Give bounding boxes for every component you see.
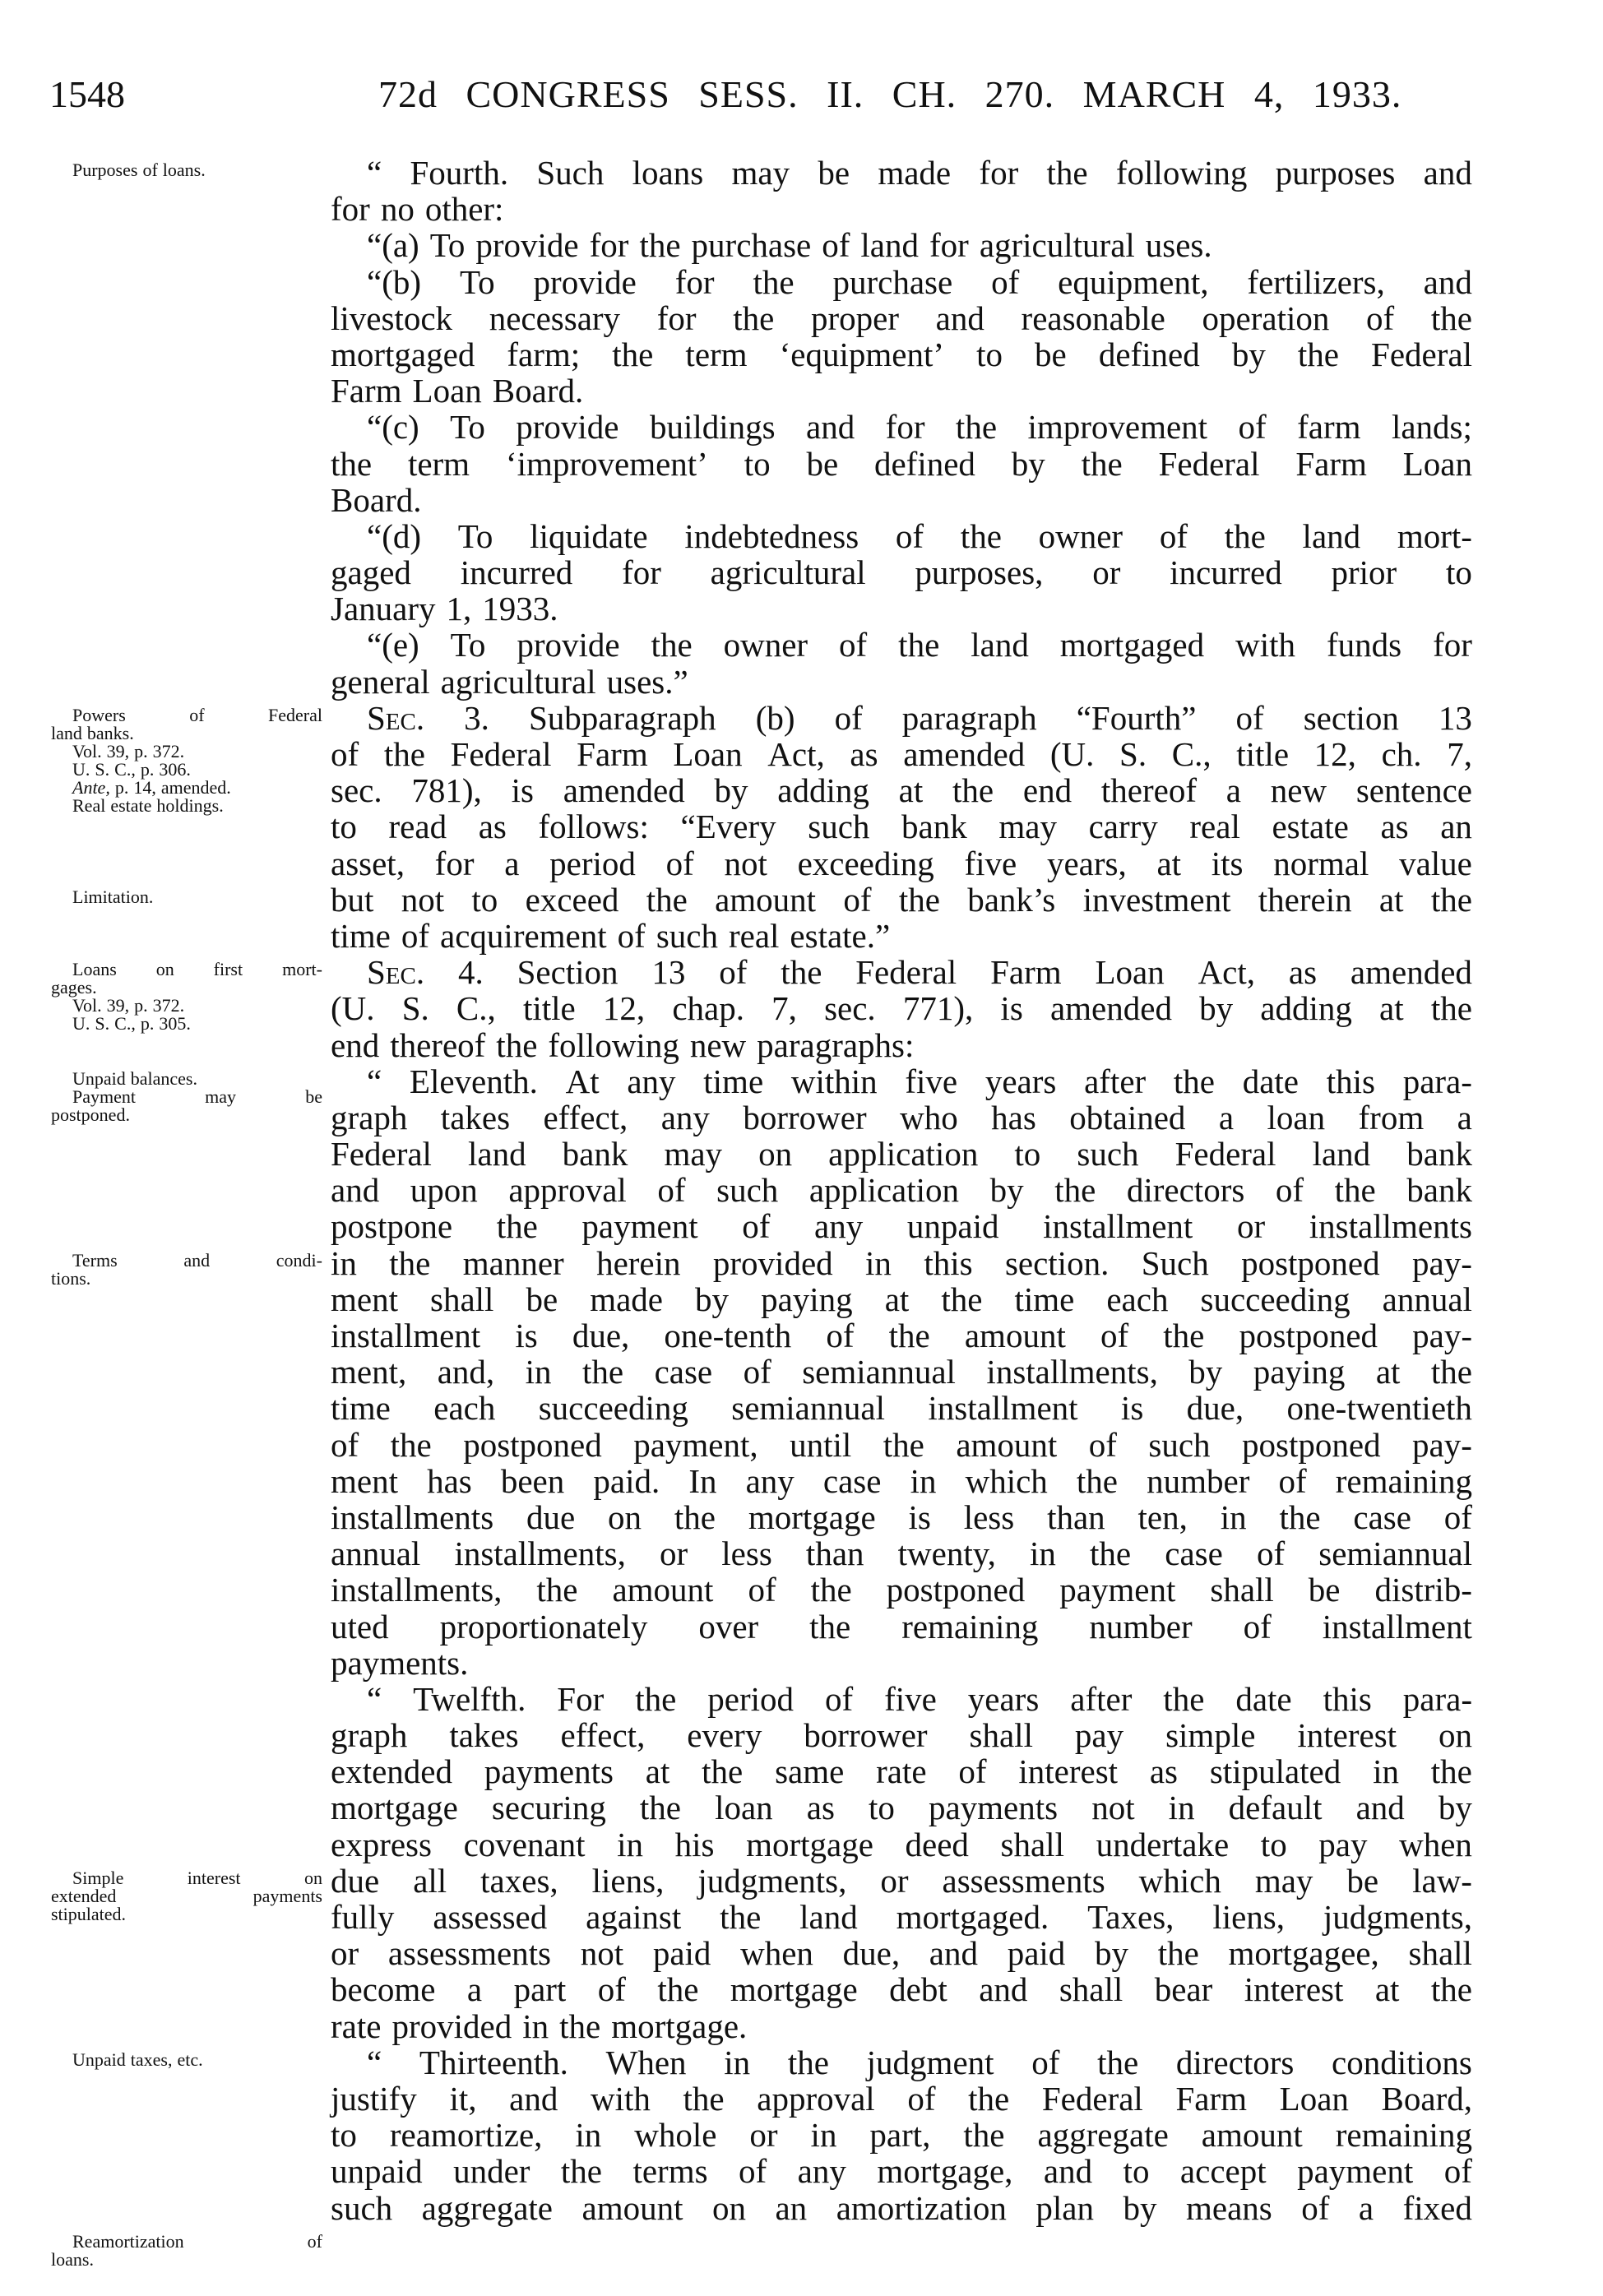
margin-note-line: stipulated. [51,1904,127,1925]
margin-note-line: Unpaid taxes, etc. [72,2049,203,2071]
body-line: but not to exceed the amount of the bank’s investment therein at the [331,880,1472,919]
margin-note-line: land banks. [51,723,134,743]
margin-note-line: U. S. C., p. 306. [72,759,191,780]
body-line: installments, the amount of the postponed payment shall be distrib- [331,1571,1472,1609]
body-line: “(c) To provide buildings and for the improvement of farm lands; [367,408,1472,447]
body-line: Federal land bank may on application to such Federal land bank [331,1135,1472,1173]
body-line: rate provided in the mortgage. [331,2007,748,2045]
body-line: graph takes effect, any borrower who has obtained a loan from a [331,1098,1472,1136]
body-line: installment is due, one-tenth of the amount of the postponed pay- [331,1317,1472,1354]
body-line: fully assessed against the land mortgaged. Taxes, liens, judgments, [331,1898,1472,1936]
body-line: “ Fourth. Such loans may be made for the following purposes and [367,154,1472,192]
running-head: 72d CONGRESS SESS. II. CH. 270. MARCH 4, 1933. [378,73,1402,115]
body-line: to read as follows: “Every such bank may carry real estate as an [331,808,1472,846]
body-line: in the manner herein provided in this section. Such postponed pay- [331,1243,1472,1282]
body-line: and upon approval of such application by the directors of the bank [331,1171,1472,1210]
body-line: “(a) To provide for the purchase of land for agricultural uses. [367,226,1212,265]
margin-note-powers-of-federal-land-banks [51,706,322,815]
margin-note-line: gages. [51,977,97,998]
margin-note-limitation [51,888,322,906]
margin-note-line: postponed. [51,1104,130,1125]
body-line: of the Federal Farm Loan Act, as amended (U. S. C., title 12, ch. 7, [331,735,1472,773]
body-line: Board. [331,480,422,519]
body-line: justify it, and with the approval of the Federal Farm Loan Board, [331,2079,1472,2118]
body-line: graph takes effect, every borrower shall pay simple interest on [331,1716,1472,1755]
body-line: sec. 781), is amended by adding at the end thereof a new sentence [331,771,1472,810]
margin-note-unpaid-balances [51,1070,322,1124]
margin-note-line: Powers of Federal [72,705,322,725]
margin-note-reamortization-of-loans [51,2233,322,2269]
margin-note-simple-interest [51,1869,322,1923]
body-line: ment shall be made by paying at the time each succeeding annual [331,1280,1472,1318]
page-number: 1548 [49,73,125,115]
body-line: “ Twelfth. For the period of five years after the date this para- [367,1679,1472,1718]
margin-note-line: Vol. 39, p. 372. [72,995,185,1016]
body-line: of the postponed payment, until the amount of such postponed pay- [331,1425,1472,1464]
body-line: time each succeeding semiannual installment is due, one-twentieth [331,1389,1472,1428]
body-line: for no other: [331,190,504,229]
body-line: end thereof the following new paragraphs: [331,1025,915,1064]
margin-note-line: Ante, p. 14, amended. [72,777,231,798]
body-line: ment, and, in the case of semiannual installments, by paying at the [331,1353,1472,1391]
body-line: become a part of the mortgage debt and shall bear interest at the [331,1970,1472,2009]
body-line: due all taxes, liens, judgments, or assessments which may be law- [331,1861,1472,1900]
body-line: extended payments at the same rate of interest as stipulated in the [331,1752,1472,1791]
margin-note-line: Purposes of loans. [72,160,206,180]
body-line: “(b) To provide for the purchase of equipment, fertilizers, and [367,262,1472,301]
margin-note-line: U. S. C., p. 305. [72,1013,191,1035]
body-line: (U. S. C., title 12, chap. 7, sec. 771), is amended by adding at the [331,989,1472,1028]
body-line: or assessments not paid when due, and paid by the mortgagee, shall [331,1934,1472,1973]
body-line: installments due on the mortgage is less than ten, in the case of [331,1497,1472,1536]
body-line: gaged incurred for agricultural purposes, or incurred prior to [331,553,1472,592]
body-line: time of acquirement of such real estate.” [331,916,891,955]
body-line: asset, for a period of not exceeding five years, at its normal value [331,844,1472,882]
margin-note-line: Simple interest on [72,1868,322,1889]
body-line: ment has been paid. In any case in which the number of remaining [331,1461,1472,1500]
body-line: unpaid under the terms of any mortgage, and to accept payment of [331,2152,1472,2191]
body-line: general agricultural uses.” [331,662,688,701]
margin-note-unpaid-taxes [51,2051,322,2069]
margin-note-line: Vol. 39, p. 372. [72,741,185,761]
body-line: Sec. 3. Subparagraph (b) of paragraph “Fourth” of section 13 [367,698,1472,737]
margin-note-line: Real estate holdings. [72,795,224,816]
margin-note-line: Unpaid balances. [72,1068,197,1089]
body-line: to reamortize, in whole or in part, the aggregate amount remaining [331,2116,1472,2155]
margin-note-line: Terms and condi- [72,1250,322,1271]
margin-note-loans-on-first-mortgages [51,961,322,1033]
body-line: Farm Loan Board. [331,372,584,410]
body-line: payments. [331,1643,469,1682]
margin-note-line: Payment may be [72,1086,322,1107]
document-body [331,155,1472,2226]
margin-note-line: tions. [51,1268,91,1289]
margin-note-line: Reamortization of [72,2231,322,2252]
body-line: “ Eleventh. At any time within five years after the date this para- [367,1062,1472,1100]
margin-note-purposes-of-loans [51,161,322,179]
body-line: such aggregate amount on an amortization plan by means of a fixed [331,2188,1472,2227]
margin-note-line: extended payments [51,1886,322,1907]
body-line: the term ‘improvement’ to be defined by the Federal Farm Loan [331,444,1472,483]
margin-note-terms-and-conditions [51,1252,322,1288]
body-line: annual installments, or less than twenty, in the case of semiannual [331,1535,1472,1573]
margin-note-line: Limitation. [72,886,154,907]
body-line: “ Thirteenth. When in the judgment of the directors conditions [367,2043,1472,2081]
body-line: “(e) To provide the owner of the land mortgaged with funds for [367,626,1472,664]
body-line: Sec. 4. Section 13 of the Federal Farm Loan Act, as amended [367,953,1472,992]
margin-note-line: Loans on first mort- [72,959,322,980]
body-line: “(d) To liquidate indebtedness of the owner of the land mort- [367,516,1472,555]
body-line: livestock necessary for the proper and reasonable operation of the [331,299,1472,337]
body-line: postpone the payment of any unpaid installment or installments [331,1207,1472,1246]
body-line: January 1, 1933. [331,590,558,628]
margin-note-line: loans. [51,2249,94,2271]
body-line: uted proportionately over the remaining number of installment [331,1607,1472,1646]
body-line: mortgage securing the loan as to payments not in default and by [331,1789,1472,1827]
body-line: express covenant in his mortgage deed shall undertake to pay when [331,1825,1472,1863]
page-header [49,72,1488,122]
body-line: mortgaged farm; the term ‘equipment’ to be defined by the Federal [331,335,1472,373]
